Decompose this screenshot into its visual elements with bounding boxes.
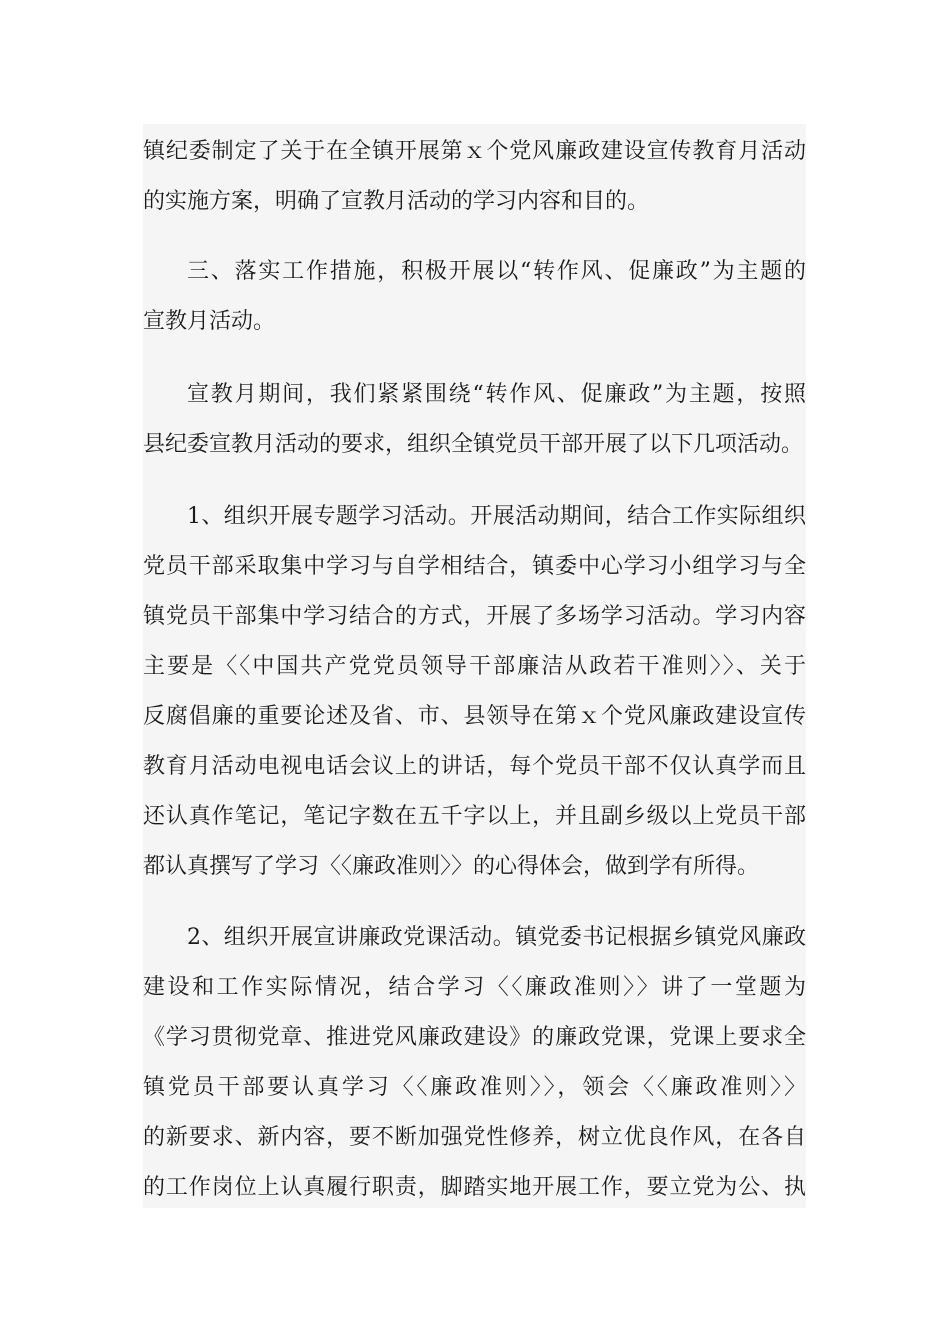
text-line: 镇党员干部集中学习结合的方式，开展了多场学习活动。学习内容 bbox=[143, 604, 806, 629]
text-line: 的实施方案，明确了宣教月活动的学习内容和目的。 bbox=[143, 189, 650, 214]
paragraph-implementation-plan bbox=[143, 127, 806, 227]
paragraph-campaign-period bbox=[143, 370, 806, 470]
paragraph-item-two-lecture bbox=[143, 913, 806, 1213]
paragraph-item-one-study bbox=[143, 492, 806, 892]
text-line: 主要是〈〈中国共产党党员领导干部廉洁从政若干准则〉〉、关于 bbox=[143, 654, 806, 679]
text-line: 教育月活动电视电话会议上的讲话，每个党员干部不仅认真学而且 bbox=[143, 754, 806, 779]
text-line: 都认真撰写了学习〈〈廉政准则〉〉的心得体会，做到学有所得。 bbox=[143, 854, 760, 879]
text-line: 还认真作笔记，笔记字数在五千字以上，并且副乡级以上党员干部 bbox=[143, 804, 806, 829]
text-line: 党员干部采取集中学习与自学相结合，镇委中心学习小组学习与全 bbox=[143, 554, 806, 579]
text-line: 宣教月期间，我们紧紧围绕“转作风、促廉政”为主题，按照 bbox=[187, 382, 806, 407]
text-line: 镇纪委制定了关于在全镇开展第ｘ个党风廉政建设宣传教育月活动 bbox=[143, 139, 806, 164]
text-line: 三、落实工作措施，积极开展以“转作风、促廉政”为主题的 bbox=[187, 259, 806, 284]
text-line: 建设和工作实际情况，结合学习〈〈廉政准则〉〉讲了一堂题为 bbox=[143, 975, 806, 1000]
text-line: 县纪委宣教月活动的要求，组织全镇党员干部开展了以下几项活动。 bbox=[143, 432, 804, 457]
text-line: 《学习贯彻党章、推进党风廉政建设》的廉政党课，党课上要求全 bbox=[143, 1025, 806, 1050]
text-line: 的新要求、新内容，要不断加强党性修养，树立优良作风，在各自 bbox=[143, 1125, 806, 1150]
text-line: 反腐倡廉的重要论述及省、市、县领导在第ｘ个党风廉政建设宣传 bbox=[143, 704, 806, 729]
document-page bbox=[143, 124, 806, 1208]
paragraph-section-three-heading bbox=[143, 247, 806, 347]
text-line: 2、组织开展宣讲廉政党课活动。镇党委书记根据乡镇党风廉政 bbox=[187, 925, 806, 950]
text-line: 宣教月活动。 bbox=[143, 309, 276, 334]
text-line: 镇党员干部要认真学习〈〈廉政准则〉〉，领会〈〈廉政准则〉〉 bbox=[143, 1075, 806, 1100]
text-line: 的工作岗位上认真履行职责，脚踏实地开展工作，要立党为公、执 bbox=[143, 1175, 806, 1200]
text-line: 1、组织开展专题学习活动。开展活动期间，结合工作实际组织 bbox=[187, 504, 806, 529]
